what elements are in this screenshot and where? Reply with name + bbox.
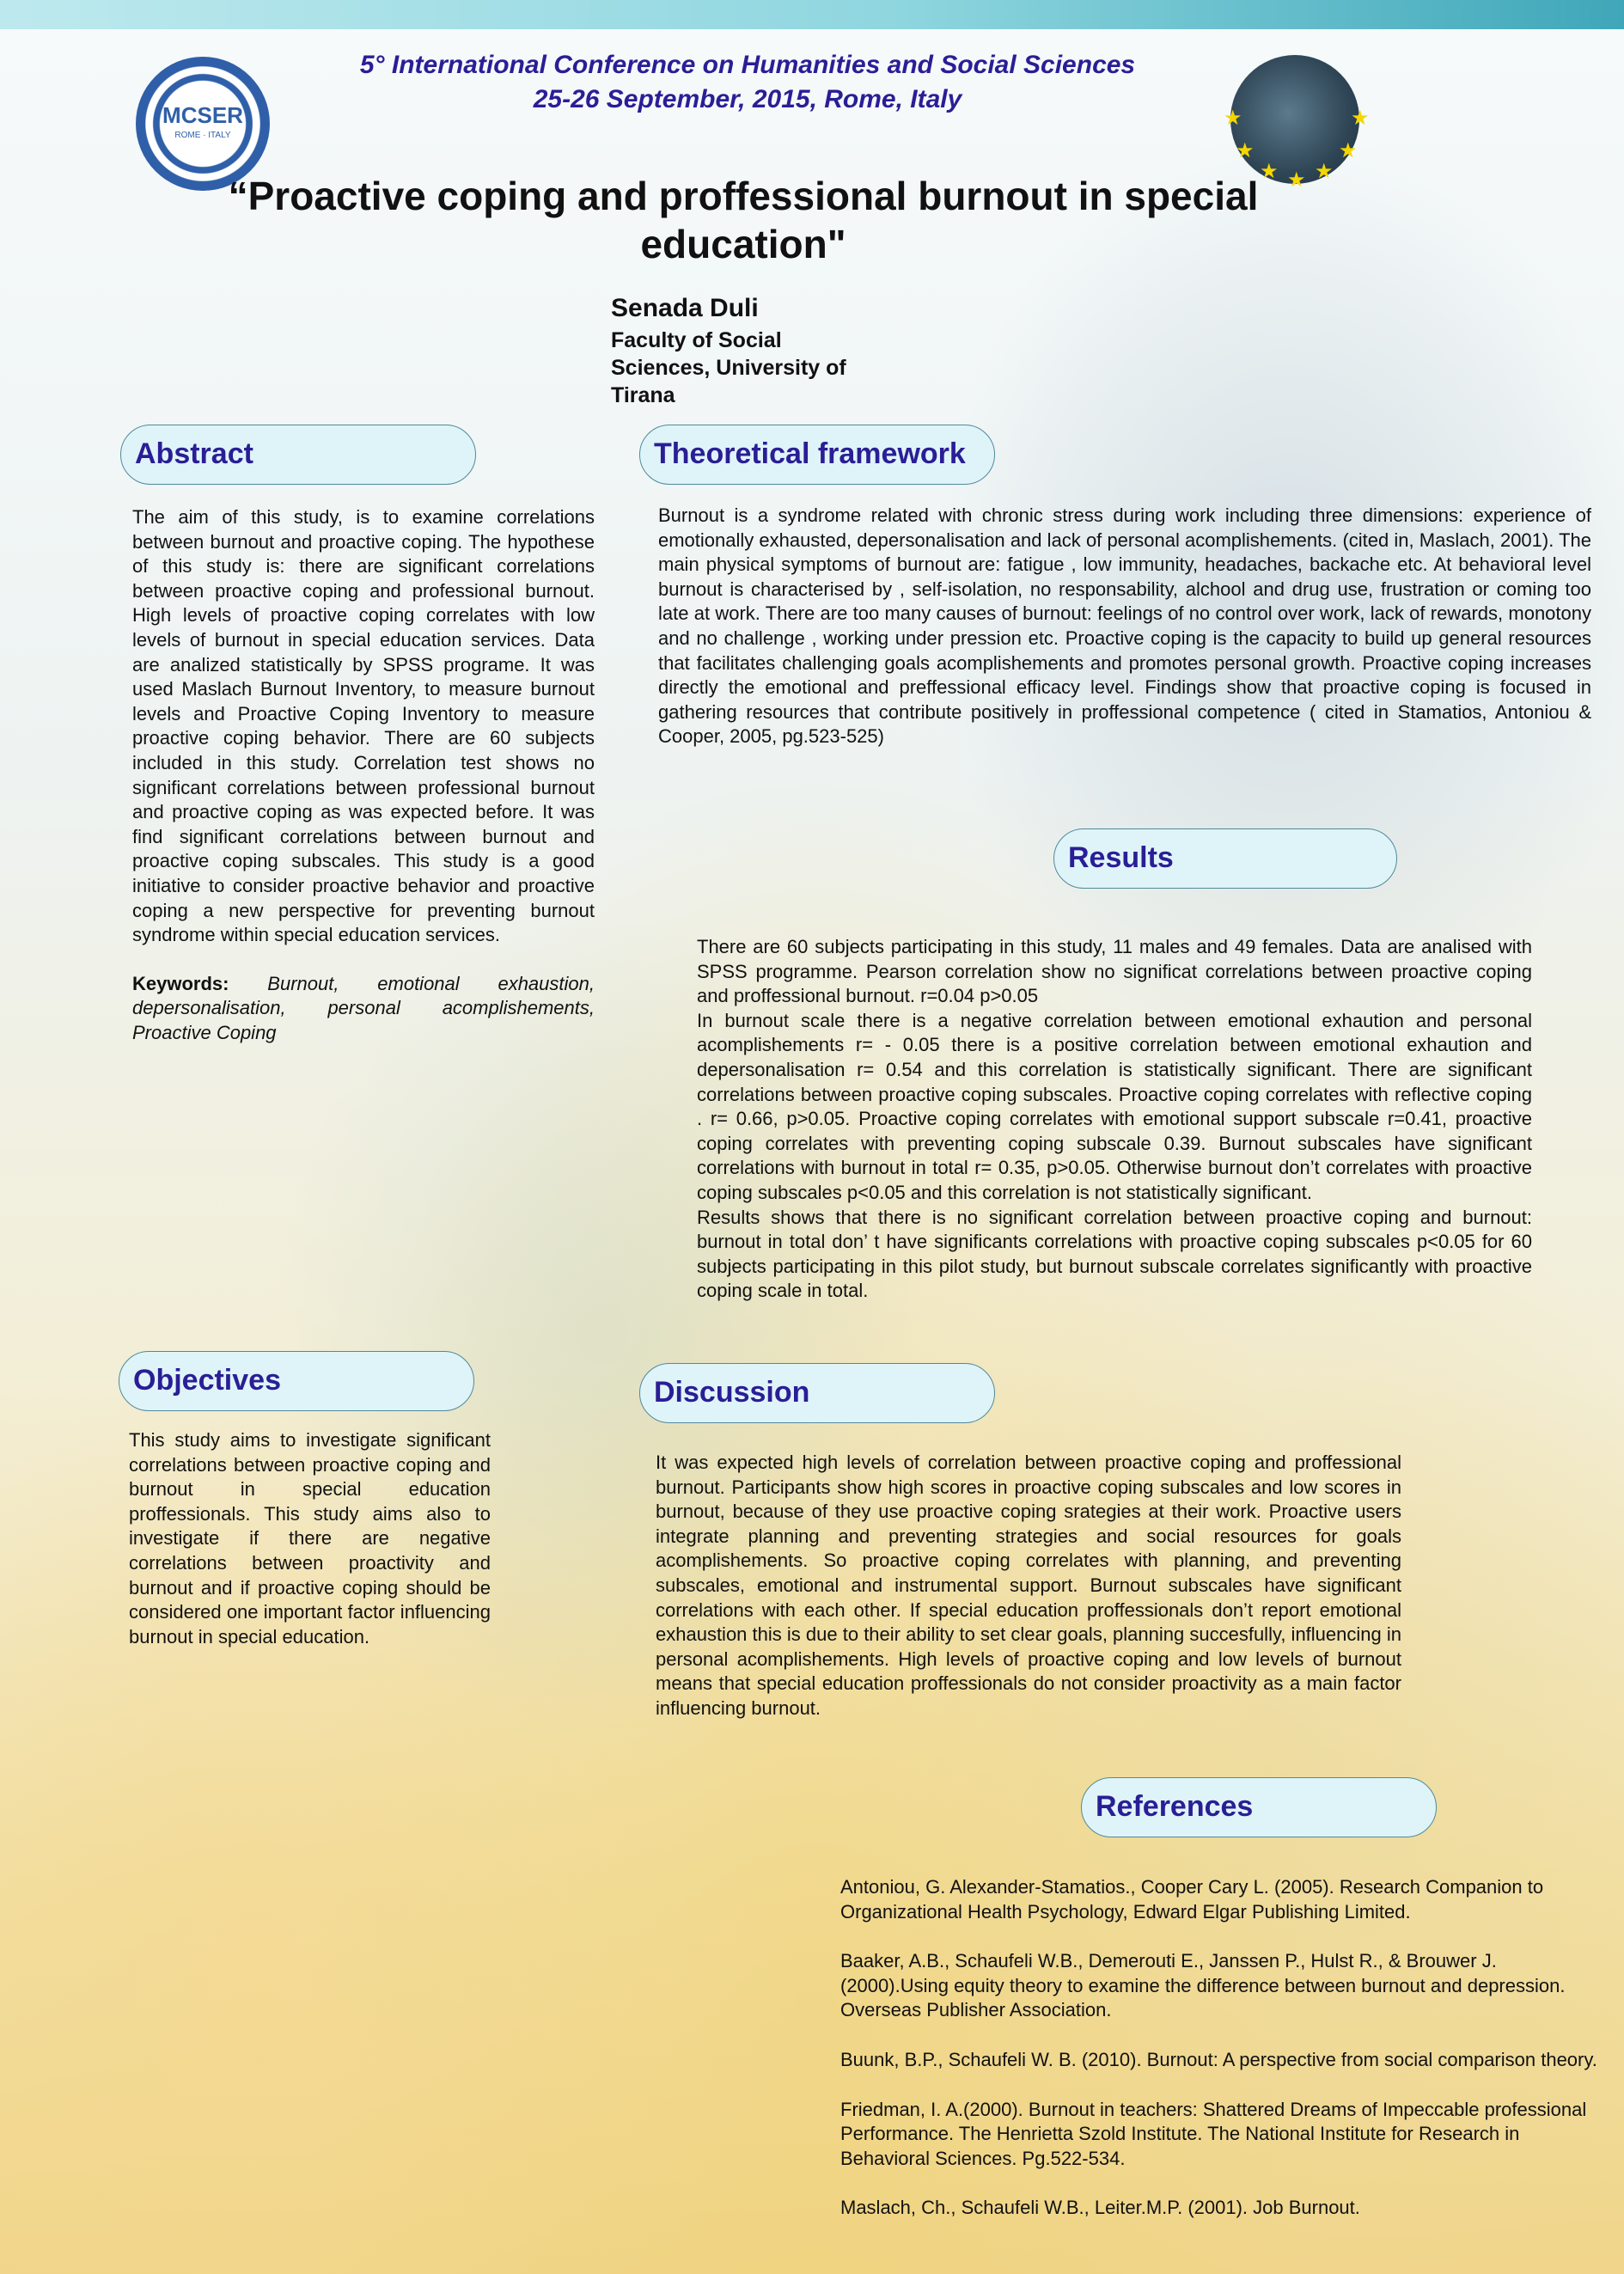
europe-globe-icon bbox=[1224, 55, 1370, 192]
objectives-heading-box bbox=[119, 1351, 474, 1411]
keywords-label: Keywords: bbox=[132, 972, 229, 994]
abstract-section bbox=[132, 505, 595, 1045]
results-heading-box bbox=[1053, 828, 1397, 889]
keywords-text: Burnout, emotional exhaustion, depersonalisation, personal acomplishements, Proactive Coping bbox=[132, 972, 595, 1043]
references-list bbox=[840, 1875, 1598, 2246]
abstract-heading-box bbox=[120, 425, 476, 485]
objectives-heading: Objectives bbox=[133, 1364, 281, 1397]
conference-dates: 25-26 September, 2015, Rome, Italy bbox=[533, 85, 962, 113]
results-heading: Results bbox=[1068, 841, 1174, 874]
theoretical-text: Burnout is a syndrome related with chronic stress during work including three dimensions: experience of emotionally exhausted, depersonalisation and lack of personal acomplishements. (cited in, Maslach, 2001). The main physical symptoms of burnout are: fatigue , low immunity, headaches, backache etc. At behavioral level burnout is characterised by , self-isolation, no responsability, alchool and drug use, frustration or coming too late at work. There are too many causes of burnout: feelings of no control over work, lack of rewards, monotony and no challenge , working under pression etc. Proactive coping is the capacity to build up general resources that facilitates challenging goals acomplishements and promotes personal growth. Proactive coping increases directly the emotional and preffessional efficacy level. Findings show that proactive coping is focused in gathering resources that contribute positively in proffessional competence ( cited in Stamatios, Antoniou & Cooper, 2005, pg.523-525) bbox=[658, 504, 1591, 748]
star-icon: ★ bbox=[1351, 107, 1370, 130]
conference-name: 5° International Conference on Humanities and Social Sciences bbox=[359, 51, 1136, 79]
reference-item: Antoniou, G. Alexander-Stamatios., Cooper Cary L. (2005). Research Companion to Organizational Health Psychology, Edward Elgar Publishing Limited. bbox=[840, 1876, 1544, 1923]
star-icon: ★ bbox=[1315, 160, 1334, 183]
results-paragraph: In burnout scale there is a negative correlation between emotional exhaution and personal acomplishements r= - 0.05 there is a positive correlation between emotional exhaution and depersonalisation r= 0.54 and this correlation is statistically significant. There are significant correlations between proactive coping subscales. Proactive coping correlates with reflective coping . r= 0.66, p>0.05. Proactive coping correlates with emotional support subscale r=0.41, proactive coping correlates with preventing coping subscale 0.39. Burnout subscales have significant correlations with burnout in total r= 0.35, p>0.05. Otherwise burnout don’t correlates with proactive coping subscales p<0.05 and this correlation is not statistically significant. bbox=[697, 1009, 1532, 1203]
reference-item: Friedman, I. A.(2000). Burnout in teachers: Shattered Dreams of Impeccable professional Performance. The Henrietta Szold Institute. The National Institute for Research in Behavioral Sciences. Pg.522-534. bbox=[840, 2098, 1587, 2169]
mcser-logo bbox=[136, 57, 270, 191]
discussion-section bbox=[656, 1451, 1401, 1721]
reference-item: Maslach, Ch., Schaufeli W.B., Leiter.M.P. (2001). Job Burnout. bbox=[840, 2197, 1360, 2219]
mcser-logo-subtext: ROME · ITALY bbox=[174, 131, 231, 140]
author-name: Senada Duli bbox=[611, 294, 759, 322]
reference-item: Baaker, A.B., Schaufeli W.B., Demerouti E., Janssen P., Hulst R., & Brouwer J. (2000).Using equity theory to examine the difference between burnout and depression. Overseas Publisher Association. bbox=[840, 1950, 1566, 2021]
keywords bbox=[132, 972, 595, 1046]
star-icon: ★ bbox=[1236, 139, 1255, 162]
results-section bbox=[697, 935, 1532, 1304]
poster-title: “Proactive coping and proffessional burnout in special education" bbox=[228, 174, 1259, 266]
discussion-heading-box bbox=[639, 1363, 995, 1423]
objectives-text: This study aims to investigate significant correlations between proactive coping and burnout in special education proffessionals. This study aims also to investigate if there are negative correlations between proactivity and burnout and if proactive coping should be considered one important factor influencing burnout in special education. bbox=[129, 1429, 491, 1647]
discussion-text: It was expected high levels of correlation between proactive coping and proffessional burnout. Participants show high scores in proactive coping subscales and low scores in burnout, because of they use proactive coping srategies at their work. Proactive users integrate planning and preventing strategies and social resources for goals acomplishements. So proactive coping correlates with planning, and preventing subscales, emotional and instrumental support. Burnout subscales have significant correlations with each other. If special education proffessionals don’t report emotional exhaustion this is due to their ability to set clear goals, planning succesfully, influencing in personal acomplishements. High levels of proactive coping and low levels of burnout means that special education proffessionals do not consider proactivity as a main factor influencing burnout. bbox=[656, 1452, 1401, 1719]
abstract-heading: Abstract bbox=[135, 437, 253, 470]
theoretical-heading-box bbox=[639, 425, 995, 485]
star-icon: ★ bbox=[1224, 107, 1242, 130]
star-icon: ★ bbox=[1260, 160, 1279, 183]
results-paragraph: Results shows that there is no significant correlation between proactive coping and burnout: burnout in total don’ t have significants correlations with proactive coping subscales p<0.05 for 60 subjects participating in this pilot study, but burnout subscale correlates significantly with proactive coping scale in total. bbox=[697, 1206, 1532, 1302]
author-affiliation: Faculty of Social Sciences, University of Tirana bbox=[611, 328, 846, 407]
conference-header bbox=[258, 48, 1237, 117]
discussion-heading: Discussion bbox=[654, 1376, 810, 1409]
top-banner-bar bbox=[0, 0, 1624, 29]
abstract-text: The aim of this study, is to examine correlations between burnout and proactive coping. The hypothese of this study is: there are significant correlations between proactive coping and professional burnout. High levels of proactive coping correlates with low levels of burnout in special education services. Data are analized statistically by SPSS programe. It was used Maslach Burnout Inventory, to measure burnout levels and Proactive Coping Inventory to measure proactive coping behavior. There are 60 subjects included in this study. Correlation test shows no significant correlations between professional burnout and proactive coping as was expected before. It was find significant correlations between burnout and proactive coping subscales. This study is a good initiative to consider proactive behavior and proactive coping a new perspective for preventing burnout syndrome within special education services. bbox=[132, 506, 595, 946]
reference-item: Buunk, B.P., Schaufeli W. B. (2010). Burnout: A perspective from social comparison theory. bbox=[840, 2048, 1597, 2070]
results-paragraph: There are 60 subjects participating in this study, 11 males and 49 females. Data are analised with SPSS programme. Pearson correlation show no significat correlations between proactive coping and proffessional burnout. r=0.04 p>0.05 bbox=[697, 936, 1532, 1007]
theoretical-heading: Theoretical framework bbox=[654, 437, 966, 470]
mcser-logo-text: MCSER bbox=[162, 102, 243, 128]
theoretical-section bbox=[658, 504, 1591, 749]
star-icon: ★ bbox=[1339, 139, 1358, 162]
star-icon: ★ bbox=[1287, 168, 1306, 192]
references-heading: References bbox=[1096, 1790, 1254, 1823]
references-heading-box bbox=[1081, 1777, 1437, 1837]
objectives-section bbox=[129, 1428, 491, 1649]
